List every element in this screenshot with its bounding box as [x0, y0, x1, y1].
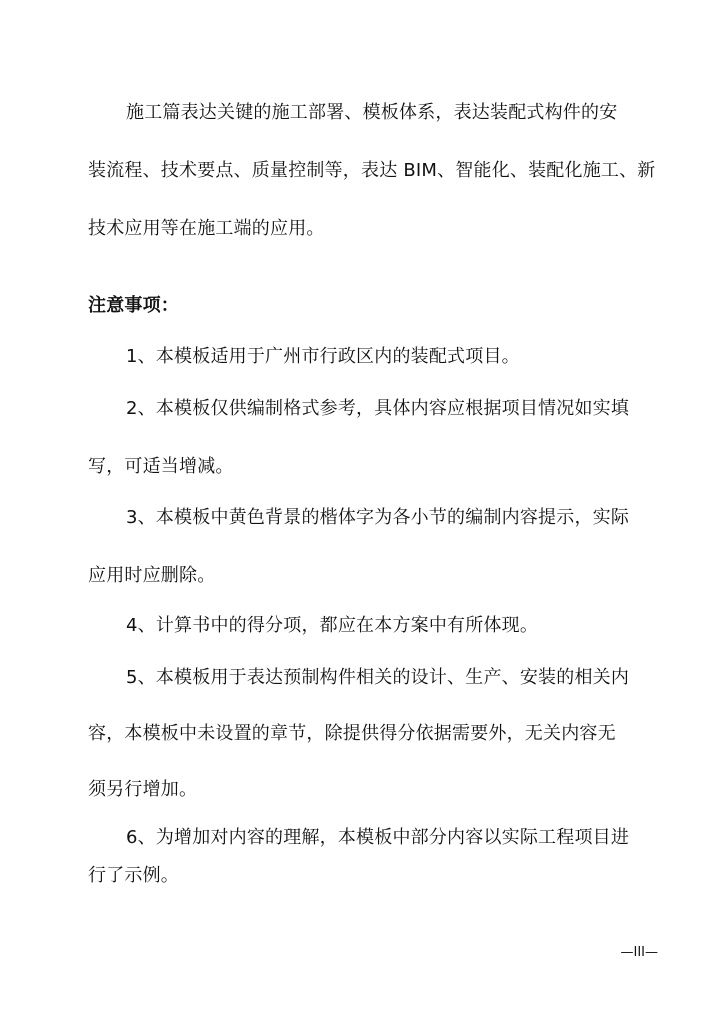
- note-5-line-1: 5、本模板用于表达预制构件相关的设计、生产、安装的相关内: [126, 667, 630, 688]
- intro-line-1: 施工篇表达关键的施工部署、模板体系，表达装配式构件的安: [126, 102, 618, 123]
- note-5-line-3: 须另行增加。: [88, 779, 198, 800]
- note-6-line-2: 行了示例。: [88, 865, 179, 886]
- intro-line-3: 技术应用等在施工端的应用。: [88, 218, 325, 239]
- note-3-line-1: 3、本模板中黄色背景的楷体字为各小节的编制内容提示，实际: [126, 507, 630, 528]
- intro-line-2: 装流程、技术要点、质量控制等，表达 BIM、智能化、装配化施工、新: [88, 160, 656, 181]
- note-6-line-1: 6、为增加对内容的理解，本模板中部分内容以实际工程项目进: [126, 827, 630, 848]
- note-5-line-2: 容，本模板中未设置的章节，除提供得分依据需要外，无关内容无: [88, 723, 616, 744]
- note-2-line-2: 写，可适当增减。: [88, 456, 234, 477]
- notes-heading: 注意事项：: [88, 295, 179, 316]
- note-1-line-1: 1、本模板适用于广州市行政区内的装配式项目。: [126, 346, 520, 367]
- page-number: —III—: [620, 945, 658, 960]
- note-2-line-1: 2、本模板仅供编制格式参考，具体内容应根据项目情况如实填: [126, 398, 630, 419]
- note-3-line-2: 应用时应删除。: [88, 565, 216, 586]
- note-4-line-1: 4、计算书中的得分项，都应在本方案中有所体现。: [126, 615, 539, 636]
